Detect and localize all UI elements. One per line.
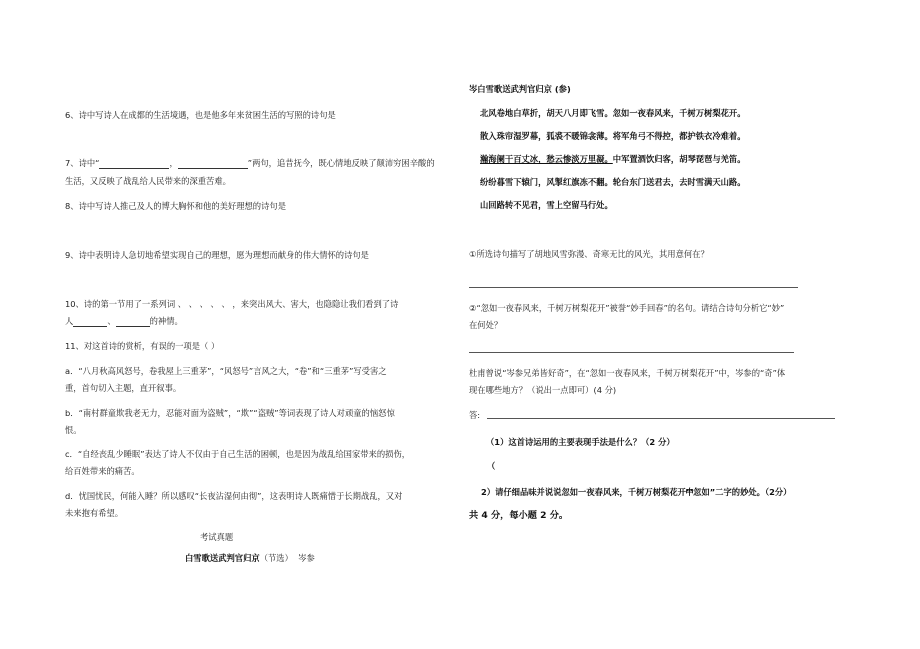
poem-line-2: 散入珠帘湿罗幕，狐裘不暖锦衾薄。将军角弓不得控，都护铁衣冷难着。 [480, 131, 746, 141]
sub-question-2-c: ”忽如”二字的妙处。 [687, 487, 765, 497]
answer-blank[interactable] [73, 317, 107, 327]
question-11-stem: 11、对这首诗的赏析，有误的一项是（ ） [65, 341, 220, 351]
poem-line-4: 纷纷暮雪下辕门，风掣红旗冻不翻。轮台东门送君去，去时雪满天山路。 [480, 177, 746, 187]
sub-question-2-overlap: ”中 [685, 487, 688, 497]
question-3-line2: 现在哪些地方？（说出一点即可）(4 分) [469, 385, 617, 395]
sub-question-1: （1）这首诗运用的主要表现手法是什么？（2 分） [486, 437, 675, 447]
total-score: 共 4 分，每小题 2 分。 [469, 510, 569, 521]
answer-label: 答: [469, 410, 481, 420]
question-10-line2 [65, 315, 183, 327]
option-b-line2: 恨。 [65, 425, 82, 435]
sub-question-2-b: 忽如一夜春风来，千树万树梨花开 [561, 487, 686, 497]
poem-title-note: （节选） [259, 553, 293, 563]
question-7-after: ”两句，追昔抚今，既心情地反映了颠沛穷困辛酸的 [247, 158, 435, 168]
question-2-line2: 在何处？ [469, 320, 503, 330]
question-8: 8、诗中写诗人推己及人的博大胸怀和他的美好理想的诗句是 [65, 201, 286, 211]
poem-line-5: 山回路转不见君，雪上空留马行处。 [480, 200, 613, 210]
option-d-line2: 未来抱有希望。 [65, 508, 124, 518]
sub-question-2-d: （2分） [764, 487, 792, 497]
question-7-mid: ， [169, 158, 178, 168]
option-a-line2: 重，首句切入主题，直开叙事。 [65, 383, 182, 393]
answer-blank[interactable] [178, 159, 248, 169]
question-7-line2: 生活，又反映了战乱给人民带来的深重苦难。 [65, 176, 231, 186]
question-3-line1: 杜甫曾说“岑参兄弟皆好奇”，在“忽如一夜春风来，千树万树梨花开”中，岑参的“奇”体 [469, 368, 786, 378]
answer-blank[interactable] [99, 159, 169, 169]
option-c-line1: c．“自经丧乱少睡眠”表达了诗人不仅由于自己生活的困顿，也是因为战乱给国家带来的损伤， [65, 449, 411, 459]
sub-question-2-a: 2）请仔细品味并说说 [481, 487, 562, 497]
poem-line-3-rest: 中军置酒饮归客，胡琴琵琶与羌笛。 [612, 154, 746, 164]
poem-line-3 [480, 153, 746, 165]
poem-line-1: 北风卷地白草折，胡天八月即飞雪。忽如一夜春风来，千树万树梨花开。 [480, 108, 746, 118]
poem-title [185, 552, 315, 564]
answer-line[interactable] [469, 352, 794, 353]
question-7-prefix: 7、诗中“ [65, 158, 100, 168]
option-b-line1: b．“南村群童欺我老无力，忍能对面为盗贼”，“欺”“盗贼”等词表现了诗人对顽童的恼怒惊 [65, 408, 395, 418]
question-7 [65, 157, 435, 169]
question-6: 6、诗中写诗人在成都的生活境遇，也是他多年来贫困生活的写照的诗句是 [65, 110, 336, 120]
answer-line[interactable] [487, 418, 835, 419]
poem-line-3-underlined: 瀚海阑干百丈冰，愁云惨淡万里凝。 [480, 154, 613, 164]
exam-heading: 考试真题 [200, 532, 234, 542]
question-1: ①所选诗句描写了胡地风雪弥漫、奇寒无比的风光，其用意何在？ [469, 249, 709, 259]
sub-question-2 [481, 486, 791, 498]
poem-heading: 岑白雪歌送武判官归京 (参) [469, 84, 571, 94]
poem-author: 岑参 [298, 553, 315, 563]
option-c-line2: 给百姓带来的痛苦。 [65, 466, 140, 476]
question-10-line1: 10、诗的第一节用了一系列词 、 、 、 、 、 ，来突出风大、害大，也隐隐让我们看到了诗 [65, 299, 399, 309]
answer-line[interactable] [469, 287, 798, 288]
question-10-end: 的神情。 [149, 316, 183, 326]
answer-blank[interactable] [116, 317, 150, 327]
sub-question-1-paren: （ [487, 461, 496, 471]
poem-title-name: 白雪歌送武判官归京 [185, 553, 260, 563]
question-10-start: 人 [65, 316, 74, 326]
question-10-mid: 、 [107, 316, 116, 326]
option-d-line1: d．忧国忧民，何能入睡？所以感叹“长夜沾湿何由彻”，这表明诗人既痛惜于长期战乱，又对 [65, 491, 403, 501]
option-a-line1: a．“八月秋高风怒号，卷我屋上三重茅”，“风怒号”言风之大，“卷”和“三重茅”写受害之 [65, 366, 387, 376]
question-2-line1: ②“忽如一夜春风来，千树万树梨花开”被誉“妙手回春”的名句。请结合诗句分析它“妙” [469, 303, 785, 313]
question-9: 9、诗中表明诗人急切地希望实现自己的理想，愿为理想而献身的伟大情怀的诗句是 [65, 250, 369, 260]
